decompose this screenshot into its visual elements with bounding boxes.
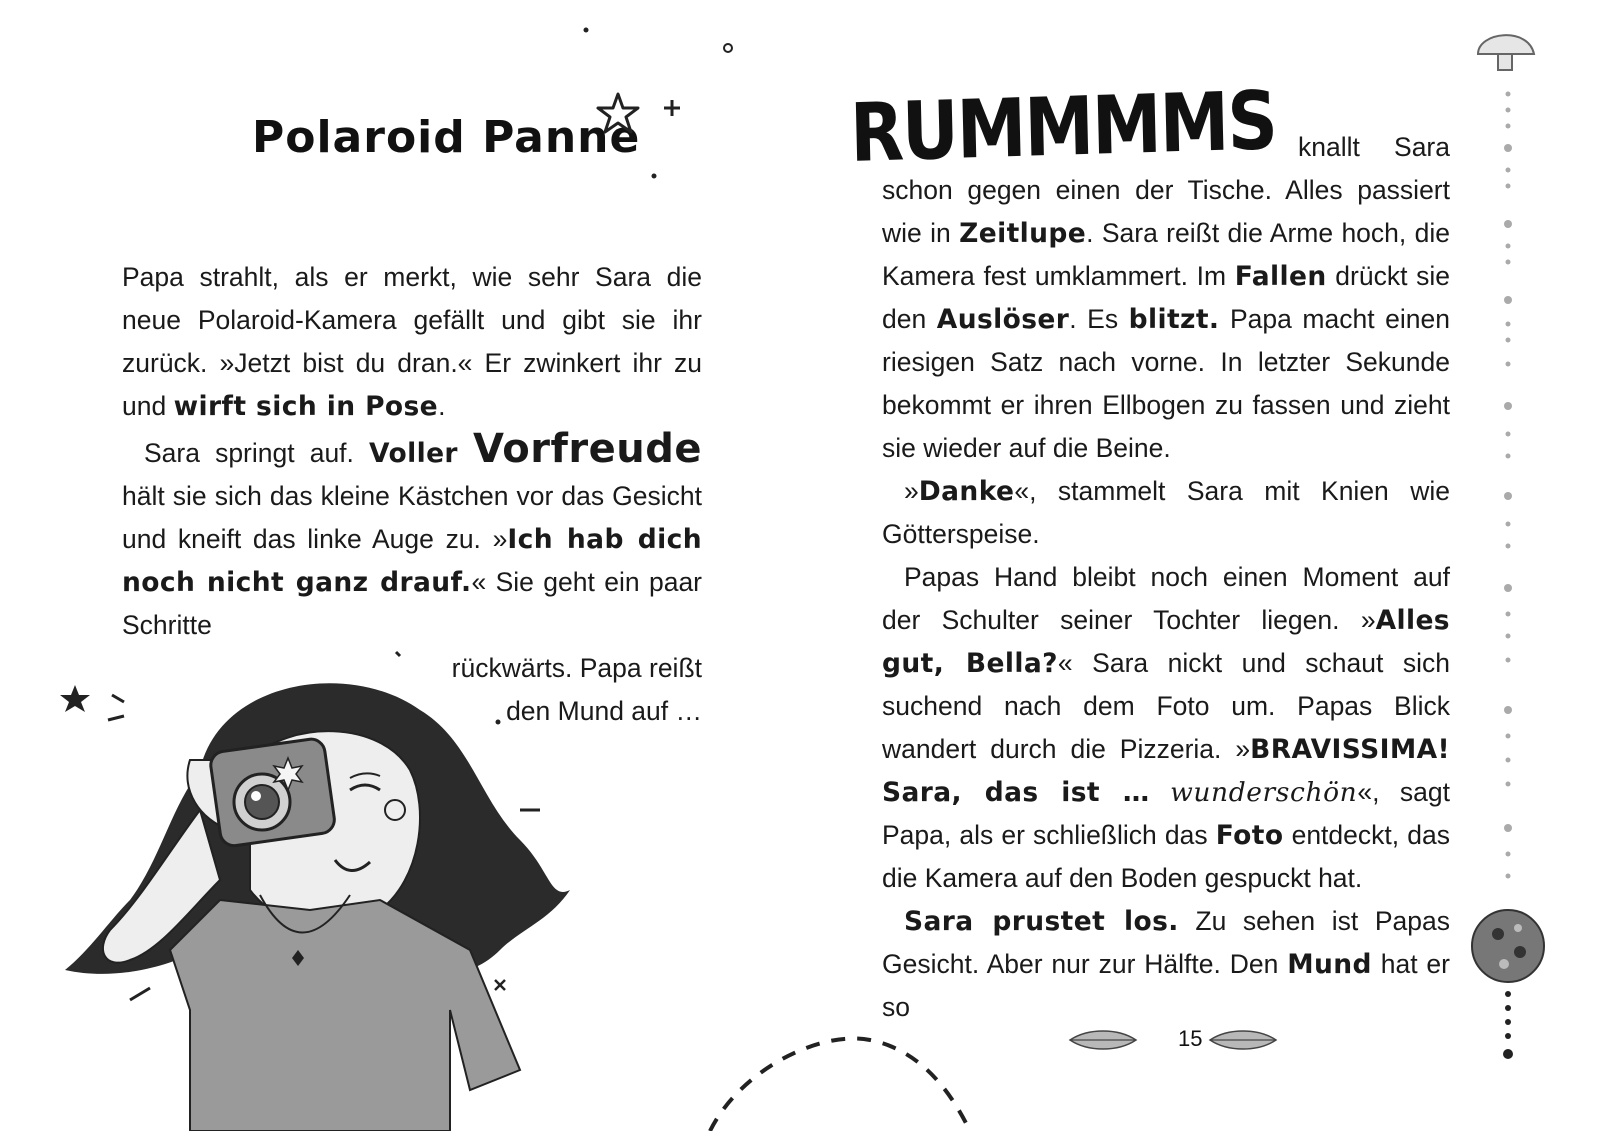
paragraph-text: Sara springt auf. xyxy=(144,438,354,468)
paragraph-text: Papa strahlt, als er merkt, wie sehr Sara die neue Polaroid-Kamera gefällt und gibt sie ihr zurück. »Jetzt bist du dran.« Er zwinkert ihr zu und xyxy=(122,262,702,421)
sound-effect-heading: RUMMMMS xyxy=(848,73,1277,181)
leaf-left-icon xyxy=(1068,1028,1138,1052)
emphasis-text: Danke xyxy=(918,476,1015,507)
dashed-path-decoration xyxy=(700,1030,980,1131)
emphasis-text: Zeitlupe xyxy=(959,218,1087,249)
paragraph-text: hat er so xyxy=(882,949,1450,1022)
chapter-title: Polaroid Panne xyxy=(252,112,641,163)
margin-decoration xyxy=(1468,24,1600,1104)
emphasis-text: Voller xyxy=(369,438,458,469)
paragraph-text: « Sara nickt und schaut sich suchend nach dem Foto um. Papas Blick wandert durch die Pizzeria. » xyxy=(882,648,1450,764)
right-body-text xyxy=(882,126,1450,1029)
emphasis-text: Auslöser xyxy=(936,304,1070,335)
leaf-right-icon xyxy=(1208,1028,1278,1052)
paragraph-text: hält sie sich das kleine Kästchen vor das Gesicht und kneift das linke Auge zu. » xyxy=(122,481,702,554)
paragraph-text: entdeckt, das die Kamera auf den Boden gespuckt hat. xyxy=(882,820,1450,893)
paragraph-text: «, sagt Papa, als er schließlich das xyxy=(882,777,1450,850)
emphasis-text: Sara prustet los. xyxy=(904,906,1179,937)
paragraph-text: Zu sehen ist Papas Gesicht. Aber nur zur Hälfte. Den xyxy=(882,906,1450,979)
emphasis-text: Mund xyxy=(1287,949,1372,980)
paragraph-text: knallt Sara schon gegen einen der Tische. Alles passiert wie in xyxy=(882,132,1450,248)
sparkle-decoration xyxy=(596,92,696,182)
dots-decoration xyxy=(580,20,740,60)
emphasis-big-text: Vorfreude xyxy=(473,426,702,472)
emphasis-text: Ich hab dich noch nicht ganz drauf. xyxy=(122,524,702,598)
paragraph-text: « Sie geht ein paar Schritte xyxy=(122,567,703,640)
emphasis-text: BRAVISSIMA! Sara, das ist … xyxy=(882,734,1450,808)
script-emphasis-text: wunderschön xyxy=(1170,777,1358,808)
emphasis-text: Foto xyxy=(1215,820,1284,851)
emphasis-text: wirft sich in Pose xyxy=(173,391,439,422)
paragraph-text: den Mund auf … xyxy=(506,696,702,726)
paragraph-text: . Sara reißt die Arme hoch, die Kamera fest umklammert. Im xyxy=(882,218,1450,291)
page-number: 15 xyxy=(1178,1026,1203,1051)
paragraph-text: . Es xyxy=(1069,304,1119,334)
emphasis-text: Fallen xyxy=(1234,261,1327,292)
emphasis-text: Alles gut, Bella? xyxy=(882,605,1450,679)
paragraph-text: «, stammelt Sara mit Knien wie Götterspeise. xyxy=(882,476,1450,549)
paragraph-text: drückt sie den xyxy=(882,261,1450,334)
paragraph-text: rückwärts. Papa reißt xyxy=(451,653,702,683)
emphasis-text: blitzt. xyxy=(1128,304,1220,335)
paragraph-text: Papas Hand bleibt noch einen Moment auf der Schulter seiner Tochter liegen. » xyxy=(882,562,1450,635)
paragraph-text: Papa macht einen riesigen Satz nach vorne. In letzter Sekunde bekommt er ihren Ellbogen zu fassen und zieht sie wieder auf die Beine. xyxy=(882,304,1450,463)
paragraph-text: » xyxy=(904,476,919,506)
paragraph-text: . xyxy=(438,391,446,421)
girl-with-camera-illustration xyxy=(50,650,570,1131)
